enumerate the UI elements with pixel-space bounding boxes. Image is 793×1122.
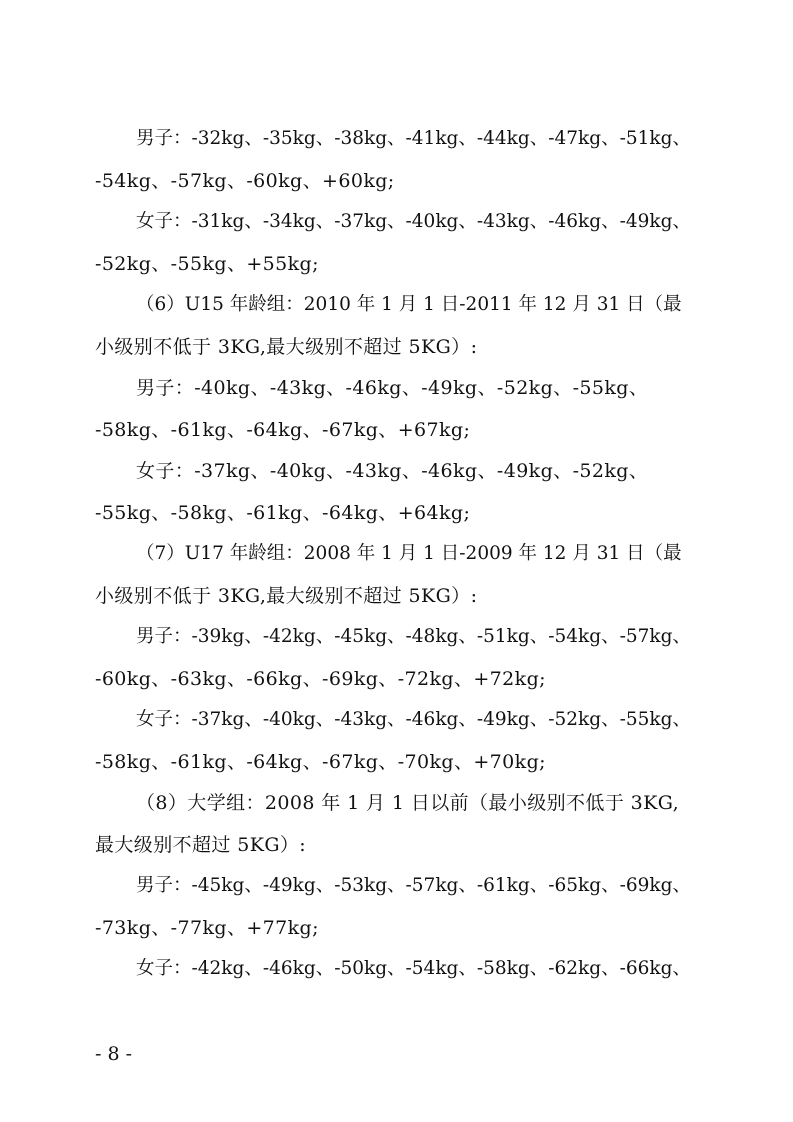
text-line: -58kg、-61kg、-64kg、-67kg、-70kg、+70kg; bbox=[95, 751, 546, 773]
text-line: 女子：-37kg、-40kg、-43kg、-46kg、-49kg、-52kg、-55kg、 bbox=[136, 709, 691, 730]
text-line: -52kg、-55kg、+55kg; bbox=[95, 253, 319, 275]
text-line: -54kg、-57kg、-60kg、+60kg; bbox=[95, 170, 395, 192]
text-line: 男子：-32kg、-35kg、-38kg、-41kg、-44kg、-47kg、-51kg、 bbox=[136, 128, 691, 149]
text-line: 女子：-31kg、-34kg、-37kg、-40kg、-43kg、-46kg、-49kg、 bbox=[136, 211, 691, 232]
text-line: 男子：-45kg、-49kg、-53kg、-57kg、-61kg、-65kg、-69kg、 bbox=[136, 875, 691, 896]
page-number: - 8 - bbox=[95, 1043, 133, 1065]
text-line: 小级别不低于 3KG,最大级别不超过 5KG）: bbox=[95, 336, 478, 358]
text-line: 男子：-40kg、-43kg、-46kg、-49kg、-52kg、-55kg、 bbox=[136, 377, 649, 399]
text-line: 小级别不低于 3KG,最大级别不超过 5KG）: bbox=[95, 585, 478, 607]
section-heading: （8）大学组：2008 年 1 月 1 日以前（最小级别不低于 3KG, bbox=[136, 792, 680, 814]
text-line: 女子：-37kg、-40kg、-43kg、-46kg、-49kg、-52kg、 bbox=[136, 460, 649, 482]
text-line: -58kg、-61kg、-64kg、-67kg、+67kg; bbox=[95, 419, 471, 441]
text-line: -73kg、-77kg、+77kg; bbox=[95, 917, 319, 939]
section-heading: （6）U15 年龄组：2010 年 1 月 1 日-2011 年 12 月 31 日（最 bbox=[136, 294, 682, 315]
text-line: -60kg、-63kg、-66kg、-69kg、-72kg、+72kg; bbox=[95, 668, 546, 690]
section-heading: （7）U17 年龄组：2008 年 1 月 1 日-2009 年 12 月 31 日（最 bbox=[136, 543, 682, 564]
text-line: -55kg、-58kg、-61kg、-64kg、+64kg; bbox=[95, 502, 471, 524]
text-line: 男子：-39kg、-42kg、-45kg、-48kg、-51kg、-54kg、-57kg、 bbox=[136, 626, 691, 647]
text-line: 最大级别不超过 5KG）: bbox=[95, 834, 307, 856]
text-line: 女子：-42kg、-46kg、-50kg、-54kg、-58kg、-62kg、-66kg、 bbox=[136, 958, 691, 979]
